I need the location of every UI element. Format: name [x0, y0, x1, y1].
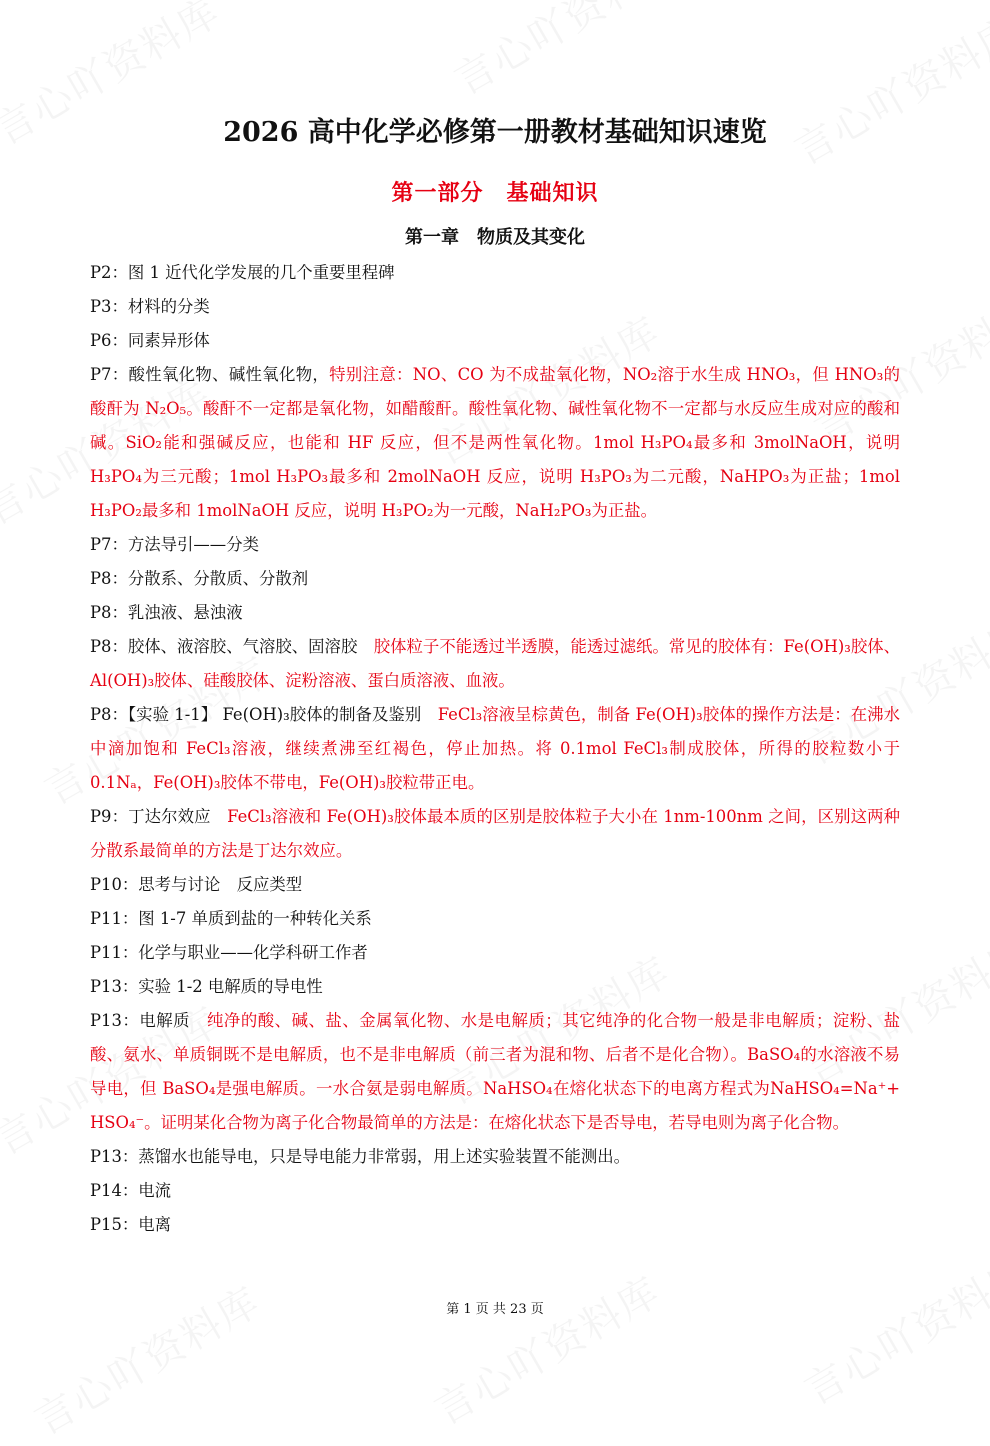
entry-text: P13：蒸馏水也能导电，只是导电能力非常弱，用上述实验装置不能测出。	[90, 1147, 630, 1166]
entry-p10	[90, 868, 900, 902]
entry-text: P8：乳浊液、悬浊液	[90, 603, 243, 622]
entry-p8-experiment	[90, 698, 900, 800]
entry-p9	[90, 800, 900, 868]
entry-p7-oxides	[90, 358, 900, 528]
entry-note: 特别注意：NO、CO 为不成盐氧化物，NO₂溶于水生成 HNO₃，但 HNO₃的酸酐为 N₂O₅。酸酐不一定都是氧化物，如醋酸酐。酸性氧化物、碱性氧化物不一定都与水反应生成对应的酸和碱。SiO₂能和强碱反应，也能和 HF 反应，但不是两性氧化物。1mol H₃PO₄最多和 3molNaOH，说明H₃PO₄为三元酸；1mol H₃PO₃最多和 2molNaOH 反应，说明 H₃PO₃为二元酸，NaHPO₃为正盐；1mol H₃PO₂最多和 1molNaOH 反应，说明 H₃PO₂为一元酸，NaH₂PO₃为正盐。	[90, 365, 900, 520]
entry-text: P15：电离	[90, 1215, 172, 1234]
watermark	[783, 1, 990, 176]
entry-p11-figure	[90, 902, 900, 936]
content	[90, 256, 900, 1242]
entry-p2	[90, 256, 900, 290]
entry-key: P8：胶体、液溶胶、气溶胶、固溶胶	[90, 637, 374, 656]
entry-note: 纯净的酸、碱、盐、金属氧化物、水是电解质；其它纯净的化合物一般是非电解质；淀粉、盐酸、氨水、单质铜既不是电解质，也不是非电解质（前三者为混和物、后者不是化合物）。BaSO₄的水溶液不易导电，但 BaSO₄是强电解质。一水合氨是弱电解质。NaHSO₄在熔化状态下的电离方程式为NaHSO₄=Na⁺+ HSO₄⁻。证明某化合物为离子化合物最简单的方法是：在熔化状态下是否导电，若导电则为离子化合物。	[90, 1011, 901, 1132]
entry-text: P14：电流	[90, 1181, 172, 1200]
entry-text: P13：实验 1-2 电解质的导电性	[90, 977, 323, 996]
entry-p13-experiment	[90, 970, 900, 1004]
entry-p11-career	[90, 936, 900, 970]
part-title: 第一部分 基础知识	[391, 180, 599, 206]
entry-p3	[90, 290, 900, 324]
watermark	[423, 1261, 670, 1436]
entry-text: P7：方法导引——分类	[90, 535, 259, 554]
page-footer: 第 1 页 共 23 页	[446, 1302, 544, 1317]
watermark	[443, 0, 690, 106]
watermark	[793, 1241, 990, 1416]
entry-note: FeCl₃溶液和 Fe(OH)₃胶体最本质的区别是胶体粒子大小在 1nm-100nm 之间，区别这两种分散系最简单的方法是丁达尔效应。	[90, 807, 900, 860]
entry-key: P13：电解质	[90, 1011, 207, 1030]
entry-text: P11：图 1-7 单质到盐的一种转化关系	[90, 909, 372, 928]
entry-key: P9：丁达尔效应	[90, 807, 228, 826]
entry-text: P10：思考与讨论 反应类型	[90, 875, 303, 894]
entry-text: P2：图 1 近代化学发展的几个重要里程碑	[90, 263, 395, 282]
entry-p8-colloid	[90, 630, 900, 698]
entry-p8-emulsion	[90, 596, 900, 630]
entry-text: P8：分散系、分散质、分散剂	[90, 569, 309, 588]
entry-p8-dispersion	[90, 562, 900, 596]
entry-p15	[90, 1208, 900, 1242]
entry-p6	[90, 324, 900, 358]
entry-text: P11：化学与职业——化学科研工作者	[90, 943, 368, 962]
entry-note: 胶体粒子不能透过半透膜，能透过滤纸。常见的胶体有：Fe(OH)₃胶体、Al(OH)₃胶体、硅酸胶体、淀粉溶液、蛋白质溶液、血液。	[90, 637, 901, 690]
entry-p7-method	[90, 528, 900, 562]
entry-p13-water	[90, 1140, 900, 1174]
entry-note: FeCl₃溶液呈棕黄色，制备 Fe(OH)₃胶体的操作方法是：在沸水中滴加饱和 FeCl₃溶液，继续煮沸至红褐色，停止加热。将 0.1mol FeCl₃制成胶体，所得的胶粒数小于 0.1Nₐ，Fe(OH)₃胶体不带电，Fe(OH)₃胶粒带正电。	[90, 705, 900, 792]
entry-key: P8：【实验 1-1】 Fe(OH)₃胶体的制备及鉴别	[90, 705, 438, 724]
page-title: 2026 高中化学必修第一册教材基础知识速览	[223, 117, 767, 148]
chapter-title: 第一章 物质及其变化	[405, 227, 585, 248]
entry-text: P3：材料的分类	[90, 297, 210, 316]
entry-key: P7：酸性氧化物、碱性氧化物，	[90, 365, 330, 384]
entry-text: P6：同素异形体	[90, 331, 210, 350]
entry-p13-electrolyte	[90, 1004, 900, 1140]
entry-p14	[90, 1174, 900, 1208]
